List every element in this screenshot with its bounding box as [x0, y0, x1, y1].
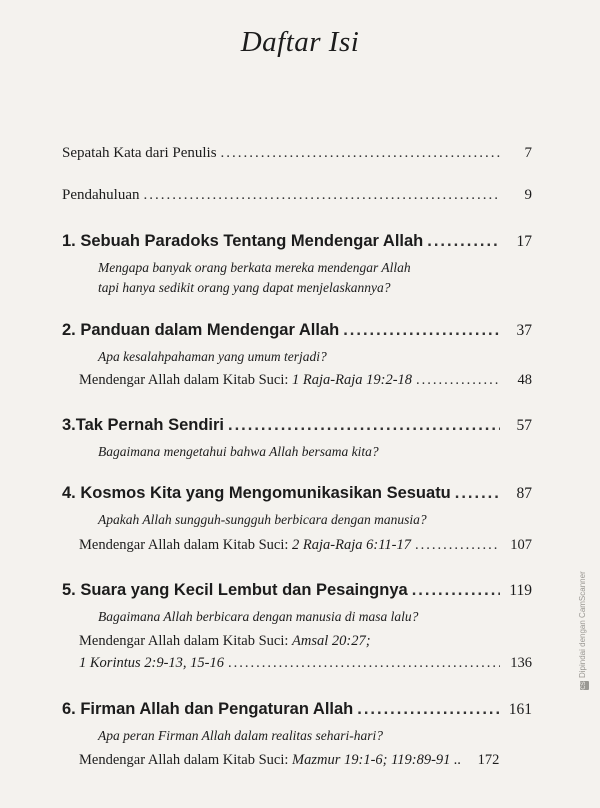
reference-page: 136	[510, 655, 532, 671]
chapter-page: 119	[509, 582, 532, 599]
reference-page: 48	[517, 372, 532, 388]
toc-entry-label: Pendahuluan	[62, 187, 140, 203]
dot-leader	[416, 372, 500, 389]
reference-verse: 2 Raja-Raja 6:11-17	[292, 537, 411, 553]
chapter-heading[interactable]	[62, 484, 532, 503]
chapter-subtitle	[98, 347, 518, 367]
dot-leader	[455, 484, 500, 503]
chapter-title: 4. Kosmos Kita yang Mengomunikasikan Sesuatu	[62, 484, 451, 502]
chapter-subtitle	[98, 607, 518, 627]
dot-leader	[228, 655, 500, 672]
chapter-subtitle	[98, 258, 518, 298]
chapter-heading[interactable]	[62, 416, 532, 435]
dot-leader	[221, 145, 500, 162]
scripture-reference-continued[interactable]	[79, 655, 532, 672]
dot-leader	[427, 232, 500, 251]
camscanner-watermark	[578, 571, 589, 690]
reference-prefix: Mendengar Allah dalam Kitab Suci:	[79, 537, 293, 553]
chapter-page: 161	[508, 701, 532, 718]
reference-verse: Mazmur 19:1-6; 119:89-91 ..	[292, 752, 462, 768]
chapter-heading[interactable]	[62, 700, 532, 719]
chapter-heading[interactable]	[62, 581, 532, 600]
dot-leader	[228, 416, 500, 435]
chapter-title: 1. Sebuah Paradoks Tentang Mendengar Allah	[62, 232, 424, 250]
scripture-reference[interactable]	[79, 537, 532, 554]
chapter-page: 37	[516, 322, 532, 339]
reference-prefix: Mendengar Allah dalam Kitab Suci:	[79, 372, 293, 388]
page-title: Daftar Isi	[240, 26, 360, 58]
chapter-subtitle-line: Bagaimana Allah berbicara dengan manusia di masa lalu?	[98, 609, 419, 624]
reference-verse: 1 Korintus 2:9-13, 15-16	[79, 655, 224, 671]
toc-entry[interactable]	[62, 145, 532, 162]
chapter-title: 3.Tak Pernah Sendiri	[62, 416, 225, 434]
camscanner-icon: CS	[581, 681, 587, 690]
chapter-subtitle-line: Apakah Allah sungguh-sungguh berbicara dengan manusia?	[98, 512, 427, 527]
chapter-subtitle-line: tapi hanya sedikit orang yang dapat menjelaskannya?	[98, 280, 391, 295]
chapter-subtitle-line: Apa peran Firman Allah dalam realitas sehari-hari?	[98, 728, 383, 743]
scripture-reference[interactable]	[79, 633, 371, 650]
toc-entry-page: 7	[524, 145, 532, 161]
chapter-page: 17	[516, 233, 532, 250]
chapter-page: 87	[516, 485, 532, 502]
chapter-heading[interactable]	[62, 321, 532, 340]
camscanner-text: Dipindai dengan CamScanner	[578, 571, 587, 678]
chapter-subtitle-line: Mengapa banyak orang berkata mereka mendengar Allah	[98, 260, 411, 275]
reference-prefix: Mendengar Allah dalam Kitab Suci:	[79, 633, 293, 649]
chapter-title: 6. Firman Allah dan Pengaturan Allah	[62, 700, 354, 718]
reference-verse: 1 Raja-Raja 19:2-18	[292, 372, 413, 388]
scripture-reference[interactable]	[79, 372, 532, 389]
reference-verse: Amsal 20:27;	[292, 633, 371, 649]
chapter-subtitle	[98, 726, 518, 746]
toc-entry-page: 9	[524, 187, 532, 203]
toc-entry[interactable]	[62, 187, 532, 204]
reference-page: 107	[510, 537, 532, 553]
scripture-reference[interactable]	[79, 752, 532, 769]
chapter-subtitle-line: Bagaimana mengetahui bahwa Allah bersama kita?	[98, 444, 379, 459]
dot-leader	[357, 700, 500, 719]
reference-page: 172	[477, 752, 500, 768]
dot-leader	[343, 321, 500, 340]
chapter-subtitle	[98, 442, 518, 462]
chapter-subtitle	[98, 510, 518, 530]
reference-prefix: Mendengar Allah dalam Kitab Suci:	[79, 752, 293, 768]
toc-entry-label: Sepatah Kata dari Penulis	[62, 145, 217, 161]
chapter-title: 2. Panduan dalam Mendengar Allah	[62, 321, 340, 339]
dot-leader	[143, 187, 500, 204]
chapter-subtitle-line: Apa kesalahpahaman yang umum terjadi?	[98, 349, 327, 364]
dot-leader	[412, 581, 500, 600]
chapter-heading[interactable]	[62, 232, 532, 251]
chapter-page: 57	[516, 417, 532, 434]
chapter-title: 5. Suara yang Kecil Lembut dan Pesaingnya	[62, 581, 408, 599]
dot-leader	[415, 537, 500, 554]
